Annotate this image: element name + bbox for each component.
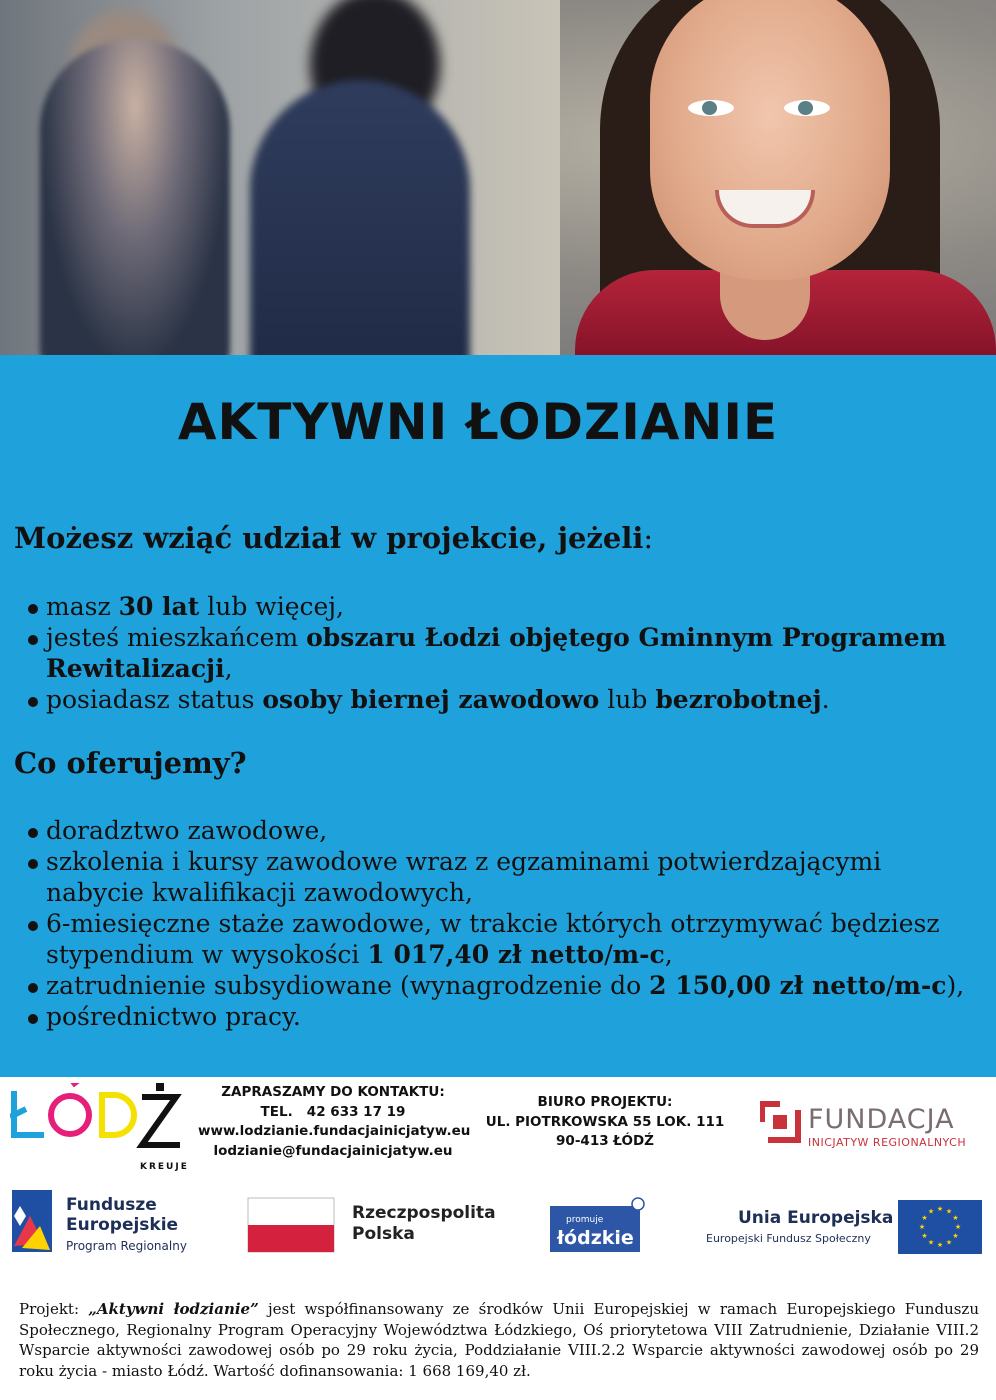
list-item: posiadasz status osoby biernej zawodowo lub bezrobotnej. [26, 684, 966, 715]
lodz-caption: KREUJE [140, 1162, 189, 1172]
fe-line3: Program Regionalny [66, 1239, 187, 1253]
svg-text:★: ★ [952, 1214, 959, 1222]
list-item: pośrednictwo pracy. [26, 1001, 976, 1032]
ue-line2: Europejski Fundusz Społeczny [706, 1232, 871, 1245]
list-item: 6-miesięczne staże zawodowe, w trakcie których otrzymywać będziesz stypendium w wysokości 1 017,40 zł netto/m-c, [26, 908, 976, 970]
svg-text:★: ★ [918, 1223, 926, 1231]
svg-text:★: ★ [945, 1207, 953, 1216]
eligibility-list [26, 591, 966, 715]
fundacja-subtitle: INICJATYW REGIONALNYCH [808, 1136, 967, 1149]
svg-text:★: ★ [945, 1238, 953, 1247]
lodz-kreuje-logo [10, 1083, 190, 1173]
list-item: jesteś mieszkańcem obszaru Łodzi objętego Gminnym Programem Rewitalizacji, [26, 622, 966, 684]
funding-disclaimer: Projekt: „Aktywni łodzianie” jest współfinansowany ze środków Unii Europejskiej w ramach Europejskiego Funduszu Społecznego, Regionalny Program Operacyjny Województwa Łódzkiego, Oś priorytetowa VIII Zatrudnienie, Działanie VIII.2 Wsparcie aktywności zawodowej osób po 29 roku życia, Poddziałanie VIII.2.2 Wsparcie aktywności zawodowej osób po 29 roku życia - miasto Łódź. Wartość dofinansowania: 1 668 169,40 zł. [19, 1300, 979, 1380]
header-photo [0, 0, 996, 355]
svg-text:★: ★ [936, 1241, 944, 1249]
fundusze-europejskie-logo [12, 1190, 187, 1253]
fe-line1: Fundusze [66, 1195, 157, 1215]
list-item: masz 30 lat lub więcej, [26, 591, 966, 622]
rp-line2: Polska [352, 1224, 415, 1244]
unia-europejska-logo [706, 1200, 982, 1254]
promuje-lodzkie-logo [550, 1198, 644, 1252]
contact-label: ZAPRASZAMY DO KONTAKTU: [221, 1084, 445, 1100]
fundacja-title: FUNDACJA [808, 1104, 955, 1135]
contact-phone[interactable]: TEL. 42 633 17 19 [260, 1103, 406, 1120]
svg-text:★: ★ [921, 1214, 928, 1222]
eligibility-heading: Możesz wziąć udział w projekcie, jeżeli: [14, 521, 654, 555]
fundacja-logo [760, 1100, 990, 1150]
contact-website[interactable]: www.lodzianie.fundacjainicjatyw.eu [198, 1123, 471, 1139]
contact-email[interactable]: lodzianie@fundacjainicjatyw.eu [213, 1142, 453, 1159]
office-city: 90-413 ŁÓDŹ [556, 1133, 654, 1149]
lodzkie-top: promuje [566, 1215, 604, 1225]
office-label: BIURO PROJEKTU: [537, 1094, 673, 1110]
svg-text:★: ★ [927, 1207, 935, 1216]
ue-line1: Unia Europejska [738, 1208, 894, 1228]
contact-info [198, 1083, 471, 1161]
fe-line2: Europejskie [66, 1215, 179, 1235]
office-street: UL. PIOTRKOWSKA 55 LOK. 111 [485, 1113, 725, 1130]
svg-text:★: ★ [954, 1223, 962, 1231]
svg-text:★: ★ [936, 1205, 944, 1213]
page-title: AKTYWNI ŁODZIANIE [177, 393, 779, 451]
rzeczpospolita-polska-logo [248, 1198, 496, 1252]
eu-funding-logos [0, 1186, 996, 1266]
offer-list [26, 815, 976, 1032]
list-item: szkolenia i kursy zawodowe wraz z egzaminami potwierdzającymi nabycie kwalifikacji zawodowych, [26, 846, 976, 908]
list-item: zatrudnienie subsydiowane (wynagrodzenie do 2 150,00 zł netto/m-c), [26, 970, 976, 1001]
offer-heading: Co oferujemy? [14, 746, 247, 780]
svg-text:★: ★ [921, 1232, 928, 1240]
svg-text:★: ★ [927, 1238, 935, 1247]
rp-line1: Rzeczpospolita [352, 1203, 496, 1223]
list-item: doradztwo zawodowe, [26, 815, 976, 846]
svg-text:★: ★ [952, 1232, 959, 1240]
lodzkie-bottom: łódzkie [557, 1227, 634, 1249]
office-info [480, 1093, 730, 1152]
